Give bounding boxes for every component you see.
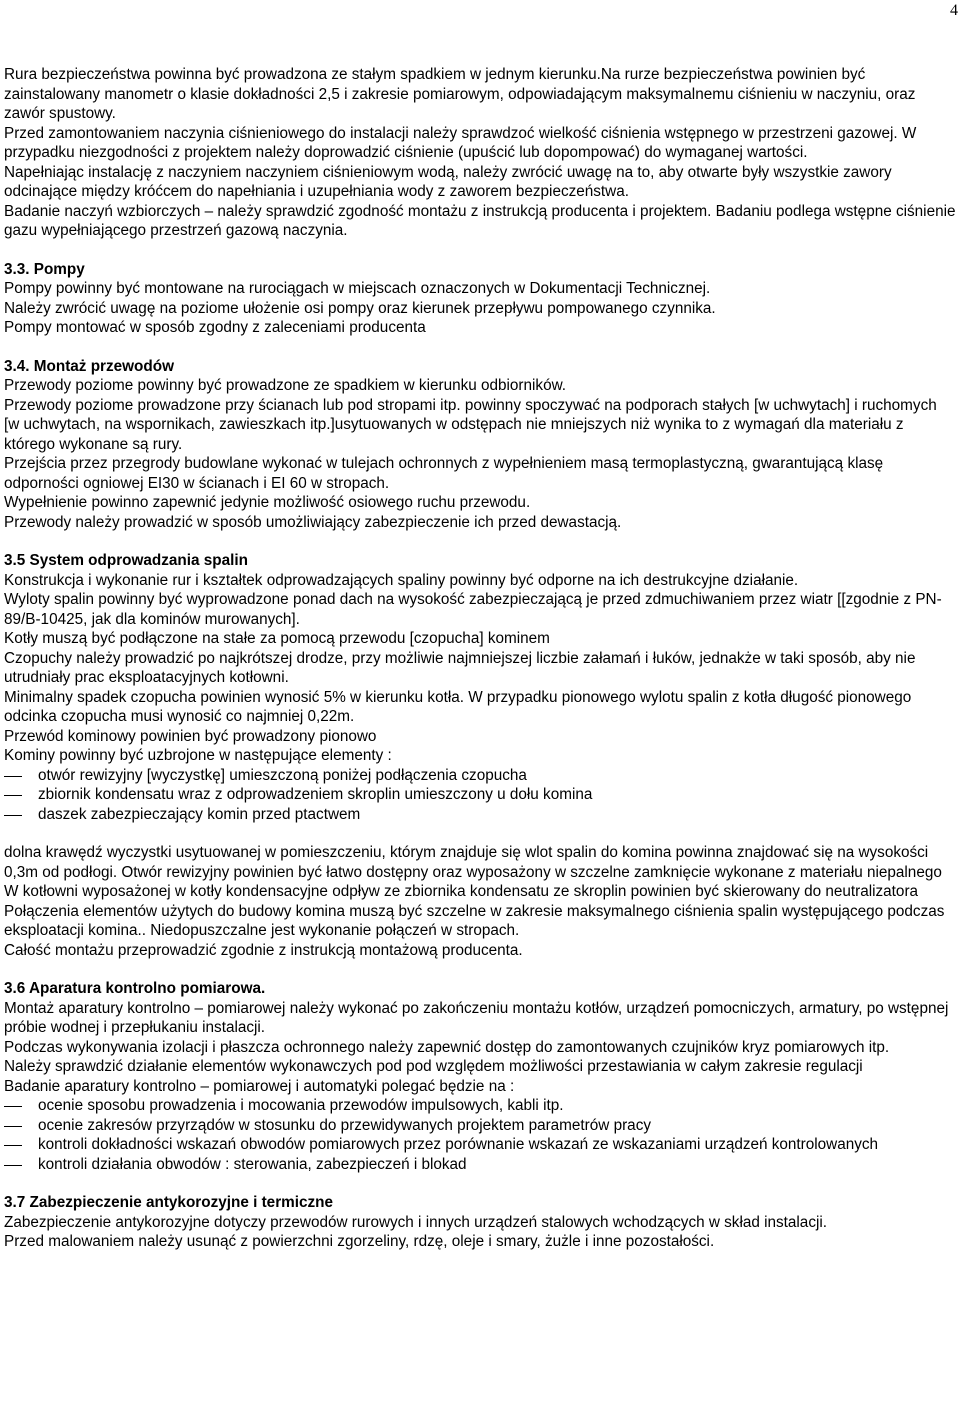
paragraph: Napełniając instalację z naczyniem naczyniem ciśnieniowym wodą, należy zwrócić uwagę na to, aby otwarte były wszystkie zawory odcinające między króćcem do napełniania i uzupełniania wody z zaworem bezpieczeństwa. xyxy=(4,163,892,200)
list-item: ocenie zakresów przyrządów w stosunku do przewidywanych projektem parametrów pracy xyxy=(4,1116,956,1136)
paragraph: Czopuchy należy prowadzić po najkrótszej drodze, przy możliwie najmniejszej liczbie załamań i łuków, jednakże w taki sposób, aby nie utrudniały prac eksploatacyjnych kotłowni. xyxy=(4,649,916,686)
paragraph: Kominy powinny być uzbrojone w następujące elementy : xyxy=(4,747,392,764)
document-body xyxy=(4,65,956,1252)
list-item: ocenie sposobu prowadzenia i mocowania przewodów impulsowych, kabli itp. xyxy=(4,1096,956,1116)
paragraph: Przewody należy prowadzić w sposób umożliwiający zabezpieczenie ich przed dewastacją. xyxy=(4,513,622,531)
paragraph: Pompy powinny być montowane na rurociągach w miejscach oznaczonych w Dokumentacji Technicznej. xyxy=(4,280,711,297)
paragraph: Przewód kominowy powinien być prowadzony pionowo xyxy=(4,727,377,745)
section-heading: 3.7 Zabezpieczenie antykorozyjne i termiczne xyxy=(4,1194,334,1211)
section-heading: 3.6 Aparatura kontrolno pomiarowa. xyxy=(4,980,266,997)
paragraph: dolna krawędź wyczystki usytuowanej w pomieszczeniu, którym znajduje się wlot spalin do komina powinna znajdować się na wysokości 0,3m od podłogi. Otwór rewizyjny powinien być łatwo dostępny oraz wyposażony w szczelne zamknięcie wykonane z materiału niepalnego xyxy=(4,844,942,881)
paragraph: Podczas wykonywania izolacji i płaszcza ochronnego należy zapewnić dostęp do zamontowanych czujników kryz pomiarowych itp. xyxy=(4,1038,890,1056)
list-item: zbiornik kondensatu wraz z odprowadzeniem skroplin umieszczony u dołu komina xyxy=(4,785,956,805)
paragraph: Kotły muszą być podłączone na stałe za pomocą przewodu [czopucha] kominem xyxy=(4,630,550,647)
paragraph: Montaż aparatury kontrolno – pomiarowej należy wykonać po zakończeniu montażu kotłów, urządzeń pomocniczych, armatury, po wstępnej próbie wodnej i przepłukaniu instalacji. xyxy=(4,999,949,1036)
paragraph: Przed zamontowaniem naczynia ciśnieniowego do instalacji należy sprawdzoć wielkość ciśnienia wstępnego w przestrzeni gazowej. W przypadku niezgodności z projektem należy doprowadzić ciśnienie (upuścić lub dopompować) do wymaganej wartości. xyxy=(4,124,917,161)
list-item: kontroli działania obwodów : sterowania, zabezpieczeń i blokad xyxy=(4,1155,956,1175)
paragraph: Przewody poziome powinny być prowadzone ze spadkiem w kierunku odbiorników. xyxy=(4,377,567,394)
paragraph: Zabezpieczenie antykorozyjne dotyczy przewodów rurowych i innych urządzeń stalowych wchodzących w skład instalacji. xyxy=(4,1213,828,1231)
paragraph: Przed malowaniem należy usunąć z powierzchni zgorzeliny, rdzę, oleje i smary, żużle i inne pozostałości. xyxy=(4,1233,715,1250)
list-item: otwór rewizyjny [wyczystkę] umieszczoną poniżej podłączenia czopucha xyxy=(4,766,956,786)
paragraph: Badanie aparatury kontrolno – pomiarowej i automatyki polegać będzie na : xyxy=(4,1077,515,1095)
section-heading: 3.3. Pompy xyxy=(4,260,85,278)
paragraph: Minimalny spadek czopucha powinien wynosić 5% w kierunku kotła. W przypadku pionowego wylotu spalin z kotła długość pionowego odcinka czopucha musi wynosić co najmniej 0,22m. xyxy=(4,688,912,725)
paragraph: Połączenia elementów użytych do budowy komina muszą być szczelne w zakresie maksymalnego ciśnienia spalin występującego podczas eksploatacji komina.. Niedopuszczalne jest wykonanie połączeń w stropach. xyxy=(4,902,945,939)
paragraph: Badanie naczyń wzbiorczych – należy sprawdzić zgodność montażu z instrukcją producenta i projektem. Badaniu podlega wstępne ciśnienie gazu wypełniającego przestrzeń gazową naczynia. xyxy=(4,202,956,239)
list-item: kontroli dokładności wskazań obwodów pomiarowych przez porównanie wskazań ze wskazaniami urządzeń kontrolowanych xyxy=(4,1135,956,1155)
paragraph: Wypełnienie powinno zapewnić jedynie możliwość osiowego ruchu przewodu. xyxy=(4,494,531,511)
paragraph: Konstrukcja i wykonanie rur i kształtek odprowadzających spaliny powinny być odporne na ich destrukcyjne działanie. xyxy=(4,571,799,589)
paragraph: Należy sprawdzić działanie elementów wykonawczych pod pod względem możliwości przestawiania w całym zakresie regulacji xyxy=(4,1058,863,1075)
list-item: daszek zabezpieczający komin przed ptactwem xyxy=(4,805,956,825)
paragraph: Wyloty spalin powinny być wyprowadzone ponad dach na wysokość zabezpieczającą je przed zdmuchiwaniem przez wiatr [[zgodnie z PN-89/B-10425, jak dla kominów murowanych]. xyxy=(4,591,942,628)
paragraph: Rura bezpieczeństwa powinna być prowadzona ze stałym spadkiem w jednym kierunku.Na rurze bezpieczeństwa powinien być zainstalowany manometr o klasie dokładności 2,5 i zakresie pomiarowym, odpowiadającym maksymalnemu ciśnieniu w naczyniu, oraz zawór spustowy. xyxy=(4,66,916,122)
section-heading: 3.4. Montaż przewodów xyxy=(4,357,174,375)
page-number: 4 xyxy=(950,2,958,19)
paragraph: W kotłowni wyposażonej w kotły kondensacyjne odpływ ze zbiornika kondensatu ze skroplin powinien być skierowany do neutralizatora xyxy=(4,883,919,900)
dash-list xyxy=(4,1096,956,1174)
paragraph: Przejścia przez przegrody budowlane wykonać w tulejach ochronnych z wypełnieniem masą termoplastyczną, gwarantującą klasę odporności ogniowej EI30 w ścianach i EI 60 w stropach. xyxy=(4,455,884,492)
paragraph: Przewody poziome prowadzone przy ścianach lub pod stropami itp. powinny spoczywać na podporach stałych [w uchwytach] i ruchomych [w uchwytach, na wspornikach, zawieszkach itp.]usytuowanych w odstępach nie mniejszych niż wynika to z wymagań dla materiału z którego wykonane są rury. xyxy=(4,396,937,453)
paragraph: Pompy montować w sposób zgodny z zaleceniami producenta xyxy=(4,319,426,336)
paragraph: Całość montażu przeprowadzić zgodnie z instrukcją montażową producenta. xyxy=(4,941,523,959)
section-heading: 3.5 System odprowadzania spalin xyxy=(4,552,248,569)
dash-list xyxy=(4,766,956,825)
paragraph: Należy zwrócić uwagę na poziome ułożenie osi pompy oraz kierunek przepływu pompowanego czynnika. xyxy=(4,299,716,317)
